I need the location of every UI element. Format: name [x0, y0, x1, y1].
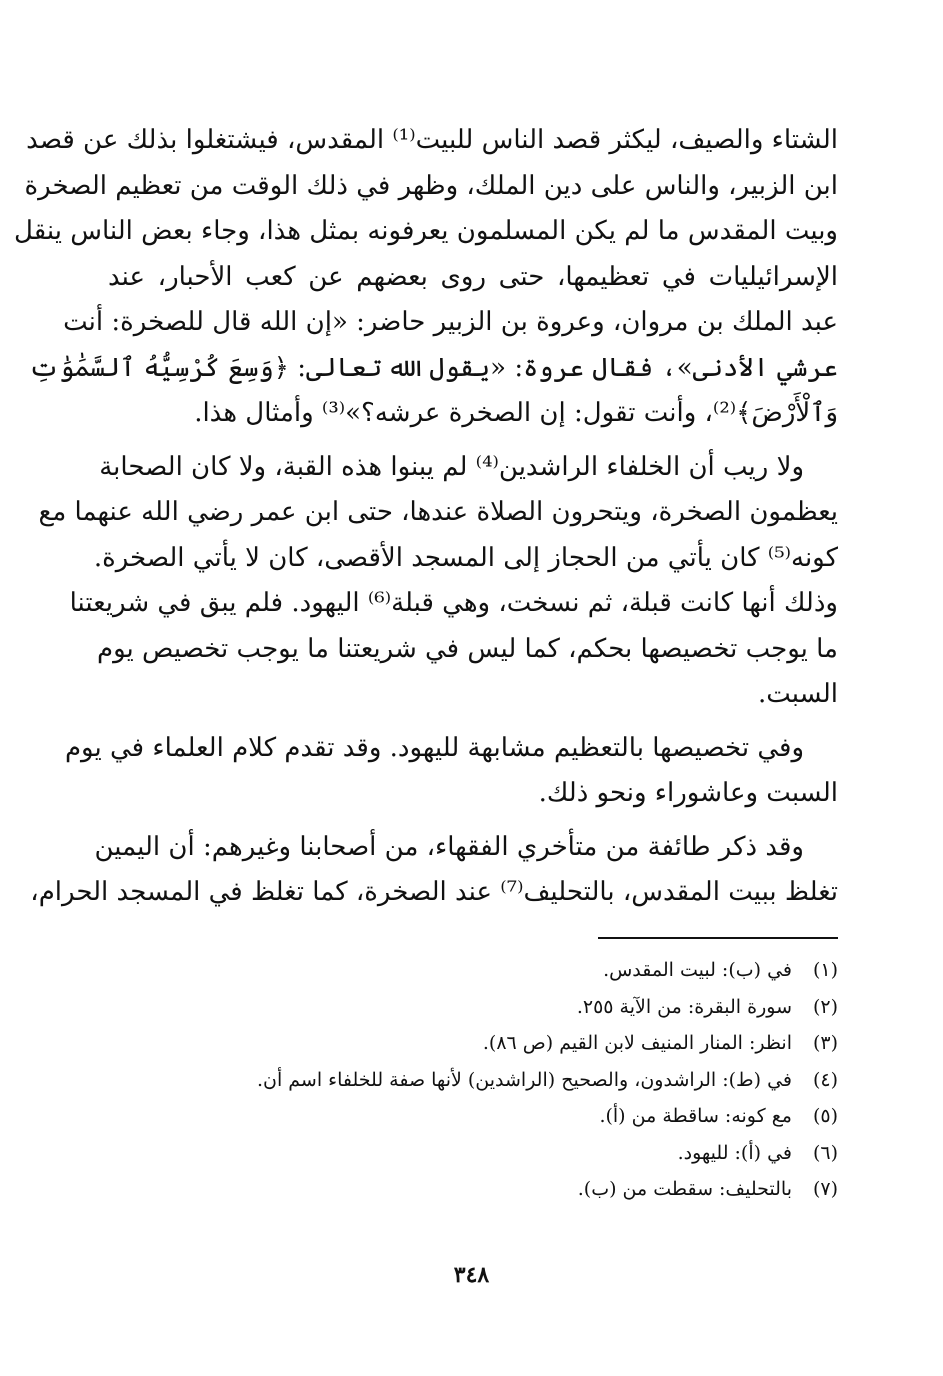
- footnotes-list: [198, 952, 838, 1208]
- paragraph-1: [14, 118, 838, 437]
- footnote-number: (١): [812, 959, 838, 981]
- paragraph-4: [30, 825, 838, 916]
- text-line: الشتاء والصيف، ليكثر قصد الناس للبيت⁽¹⁾ المقدس، فيشتغلوا بذلك عن قصد: [26, 125, 838, 155]
- text-line: كونه⁽⁵⁾ كان يأتي من الحجاز إلى المسجد الأقصى، كان لا يأتي الصخرة.: [93, 542, 838, 573]
- text-line: وذلك أنها كانت قبلة، ثم نسخت، وهي قبلة⁽⁶⁾ اليهود. فلم يبق في شريعتنا: [69, 588, 838, 618]
- footnote-item: [198, 1171, 838, 1208]
- main-text: [14, 118, 838, 924]
- footnote-number: (٤): [812, 1068, 838, 1091]
- footnote-number: (٣): [812, 1032, 838, 1054]
- text-line: وَٱلْأَرْضَ﴾⁽²⁾، وأنت تقول: إن الصخرة عرشه؟»⁽³⁾ وأمثال هذا.: [194, 398, 838, 428]
- text-line: السبت.: [758, 679, 838, 709]
- paragraph-2: [38, 445, 838, 718]
- footnote-text: في (ط): الراشدون، والصحيح (الراشدين) لأنها صفة للخلفاء اسم أن.: [256, 1068, 792, 1091]
- footnote-text: مع كونه: ساقطة من (أ).: [599, 1105, 792, 1127]
- footnote-text: في (أ): لليهود.: [677, 1141, 792, 1164]
- text-line: وفي تخصيصها بالتعظيم مشابهة لليهود. وقد تقدم كلام العلماء في يوم: [64, 732, 804, 763]
- footnote-item: [198, 1025, 838, 1062]
- footnote-item: [198, 989, 838, 1026]
- text-line: يعظمون الصخرة، ويتحرون الصلاة عندها، حتى ابن عمر رضي الله عنهما مع: [38, 497, 838, 527]
- text-line: عرشي الأدنى»، فقال عروة: «يقول الله تعالى: ﴿وَسِعَ كُرْسِيُّهُ ٱلسَّمَٰوَٰتِ: [28, 352, 838, 383]
- text-line: السبت وعاشوراء ونحو ذلك.: [538, 778, 838, 808]
- footnote-separator: [598, 937, 838, 939]
- footnote-text: في (ب): لبيت المقدس.: [603, 959, 792, 981]
- text-line: ولا ريب أن الخلفاء الراشدين⁽⁴⁾ لم يبنوا هذه القبة، ولا كان الصحابة: [99, 451, 804, 482]
- footnote-number: (٦): [812, 1141, 838, 1164]
- footnote-number: (٧): [812, 1178, 838, 1200]
- footnote-item: [198, 952, 838, 989]
- footnote-number: (٥): [812, 1105, 838, 1127]
- footnote-item: [198, 1135, 838, 1172]
- text-line: وقد ذكر طائفة من متأخري الفقهاء، من أصحابنا وغيرهم: أن اليمين: [94, 831, 804, 862]
- text-line: ابن الزبير، والناس على دين الملك، وظهر في ذلك الوقت من تعظيم الصخرة: [24, 170, 838, 201]
- paragraph-3: [64, 726, 838, 817]
- text-line: وبيت المقدس ما لم يكن المسلمون يعرفونه بمثل هذا، وجاء بعض الناس ينقل: [14, 216, 838, 246]
- footnote-text: سورة البقرة: من الآية ٢٥٥.: [576, 995, 792, 1018]
- text-line: عبد الملك بن مروان، وعروة بن الزبير حاضر: «إن الله قال للصخرة: أنت: [63, 307, 838, 337]
- page-number: ٣٤٨: [453, 1262, 490, 1288]
- text-line: ما يوجب تخصيصها بحكم، كما ليس في شريعتنا ما يوجب تخصيص يوم: [97, 633, 838, 664]
- footnote-item: [198, 1098, 838, 1135]
- text-line: تغلظ ببيت المقدس، بالتحليف⁽⁷⁾ عند الصخرة، كما تغلظ في المسجد الحرام،: [30, 877, 838, 907]
- footnote-text: بالتحليف: سقطت من (ب).: [577, 1178, 792, 1200]
- text-line: الإسرائيليات في تعظيمها، حتى روى بعضهم عن كعب الأحبار، عند: [108, 261, 838, 292]
- footnote-number: (٢): [812, 995, 838, 1018]
- footnote-item: [198, 1062, 838, 1099]
- footnote-text: انظر: المنار المنيف لابن القيم (ص ٨٦).: [482, 1032, 792, 1054]
